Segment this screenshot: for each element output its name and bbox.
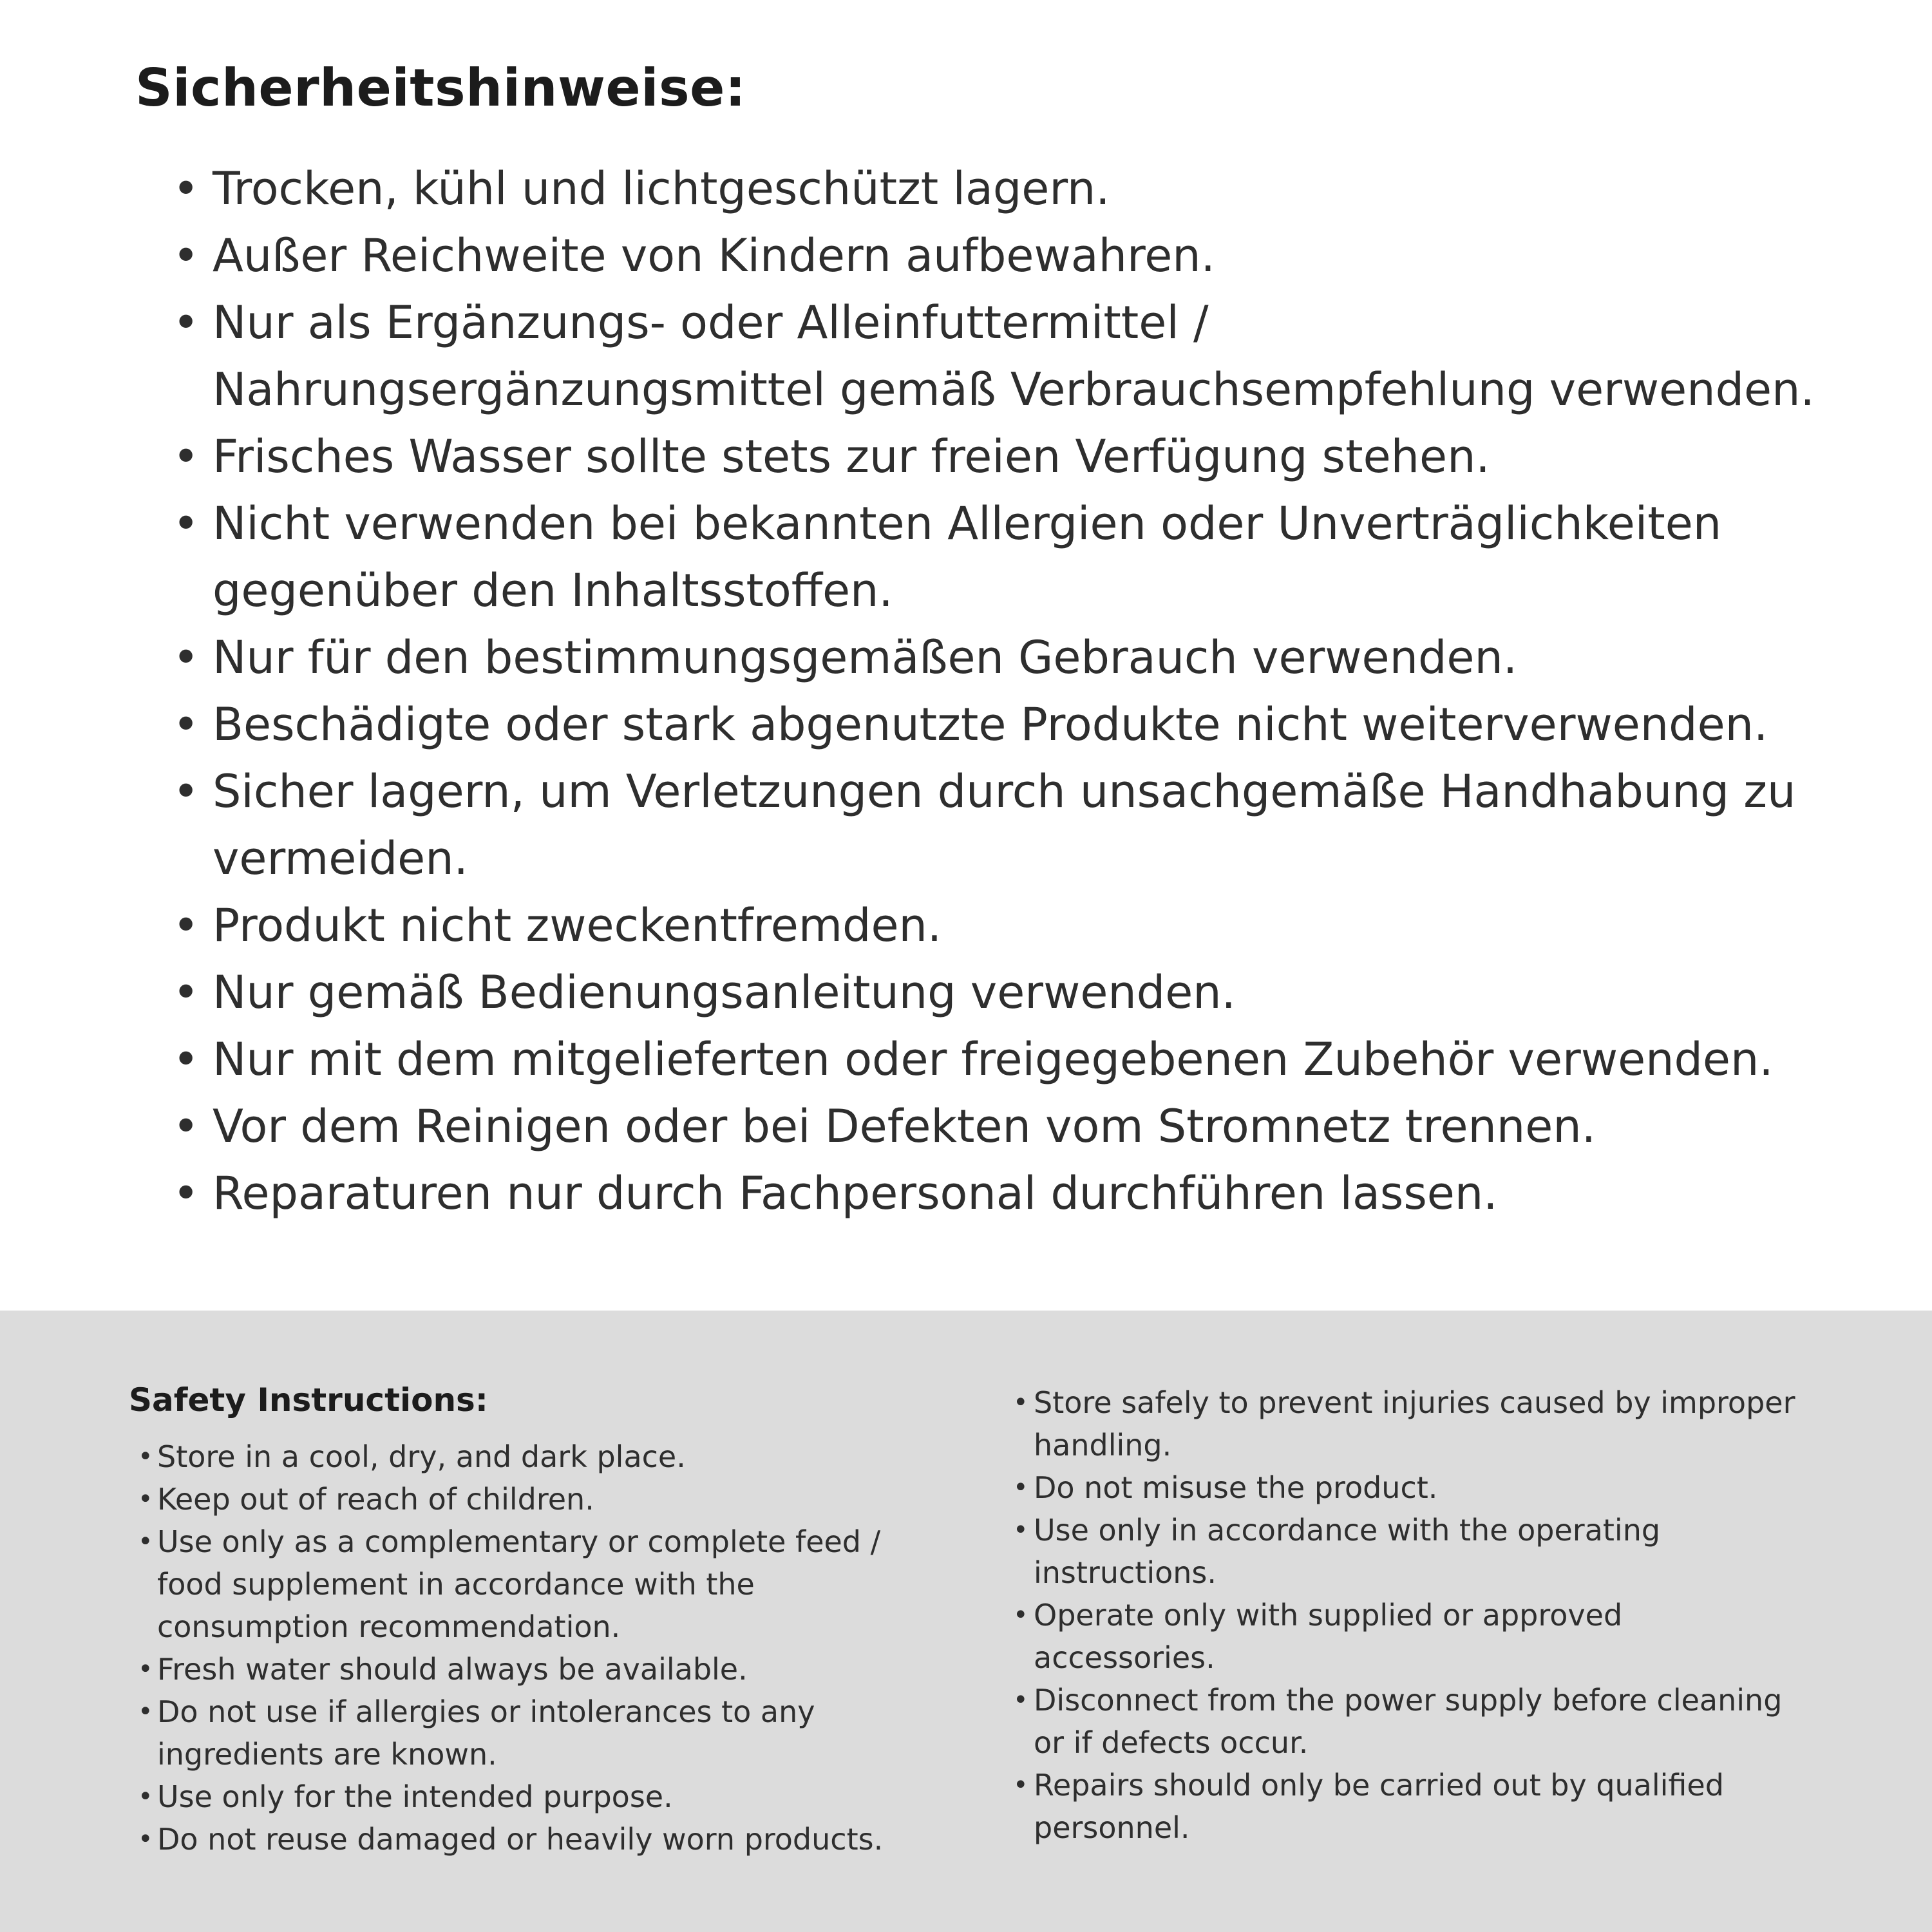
list-item: • Repairs should only be carried out by qualified personnel. <box>1008 1764 1810 1849</box>
english-right-bullet-list <box>1008 1381 1810 1849</box>
list-item: • Trocken, kühl und lichtgeschützt lagern. <box>173 155 1823 222</box>
list-item: • Nicht verwenden bei bekannten Allergien oder Unverträglichkeiten gegenüber den Inhaltsstoffen. <box>173 490 1823 624</box>
list-item: • Nur für den bestimmungsgemäßen Gebrauch verwenden. <box>173 624 1823 691</box>
list-item: • Store in a cool, dry, and dark place. <box>129 1435 931 1478</box>
list-item: • Use only for the intended purpose. <box>129 1776 931 1818</box>
list-item: • Außer Reichweite von Kindern aufbewahren. <box>173 222 1823 289</box>
list-item: • Do not misuse the product. <box>1008 1466 1810 1509</box>
list-item: • Keep out of reach of children. <box>129 1478 931 1520</box>
list-item: • Nur als Ergänzungs- oder Alleinfuttermittel / Nahrungsergänzungsmittel gemäß Verbrauchsempfehlung verwenden. <box>173 289 1823 423</box>
list-item: • Sicher lagern, um Verletzungen durch unsachgemäße Handhabung zu vermeiden. <box>173 758 1823 892</box>
list-item: • Reparaturen nur durch Fachpersonal durchführen lassen. <box>173 1160 1823 1227</box>
list-item: • Use only in accordance with the operating instructions. <box>1008 1509 1810 1594</box>
list-item: • Nur mit dem mitgelieferten oder freigegebenen Zubehör verwenden. <box>173 1026 1823 1093</box>
list-item: • Frisches Wasser sollte stets zur freien Verfügung stehen. <box>173 423 1823 490</box>
list-item: • Disconnect from the power supply before cleaning or if defects occur. <box>1008 1679 1810 1764</box>
list-item: • Do not reuse damaged or heavily worn products. <box>129 1818 931 1861</box>
list-item: • Use only as a complementary or complete feed / food supplement in accordance with the consumption recommendation. <box>129 1520 931 1648</box>
english-left-bullet-list <box>129 1435 931 1861</box>
list-item: • Produkt nicht zweckentfremden. <box>173 892 1823 959</box>
list-item: • Beschädigte oder stark abgenutzte Produkte nicht weiterverwenden. <box>173 691 1823 758</box>
list-item: • Do not use if allergies or intolerances to any ingredients are known. <box>129 1690 931 1776</box>
english-left-column <box>129 1381 931 1893</box>
list-item: • Nur gemäß Bedienungsanleitung verwenden. <box>173 959 1823 1026</box>
list-item: • Store safely to prevent injuries caused by improper handling. <box>1008 1381 1810 1466</box>
list-item: • Vor dem Reinigen oder bei Defekten vom Stromnetz trennen. <box>173 1093 1823 1160</box>
list-item: • Operate only with supplied or approved accessories. <box>1008 1594 1810 1679</box>
german-section-title: Sicherheitshinweise: <box>135 58 746 118</box>
german-bullet-list <box>173 155 1823 1227</box>
english-safety-section <box>0 1311 1932 1932</box>
list-item: • Fresh water should always be available. <box>129 1648 931 1690</box>
english-right-column <box>1008 1381 1810 1893</box>
english-section-title: Safety Instructions: <box>129 1381 488 1419</box>
